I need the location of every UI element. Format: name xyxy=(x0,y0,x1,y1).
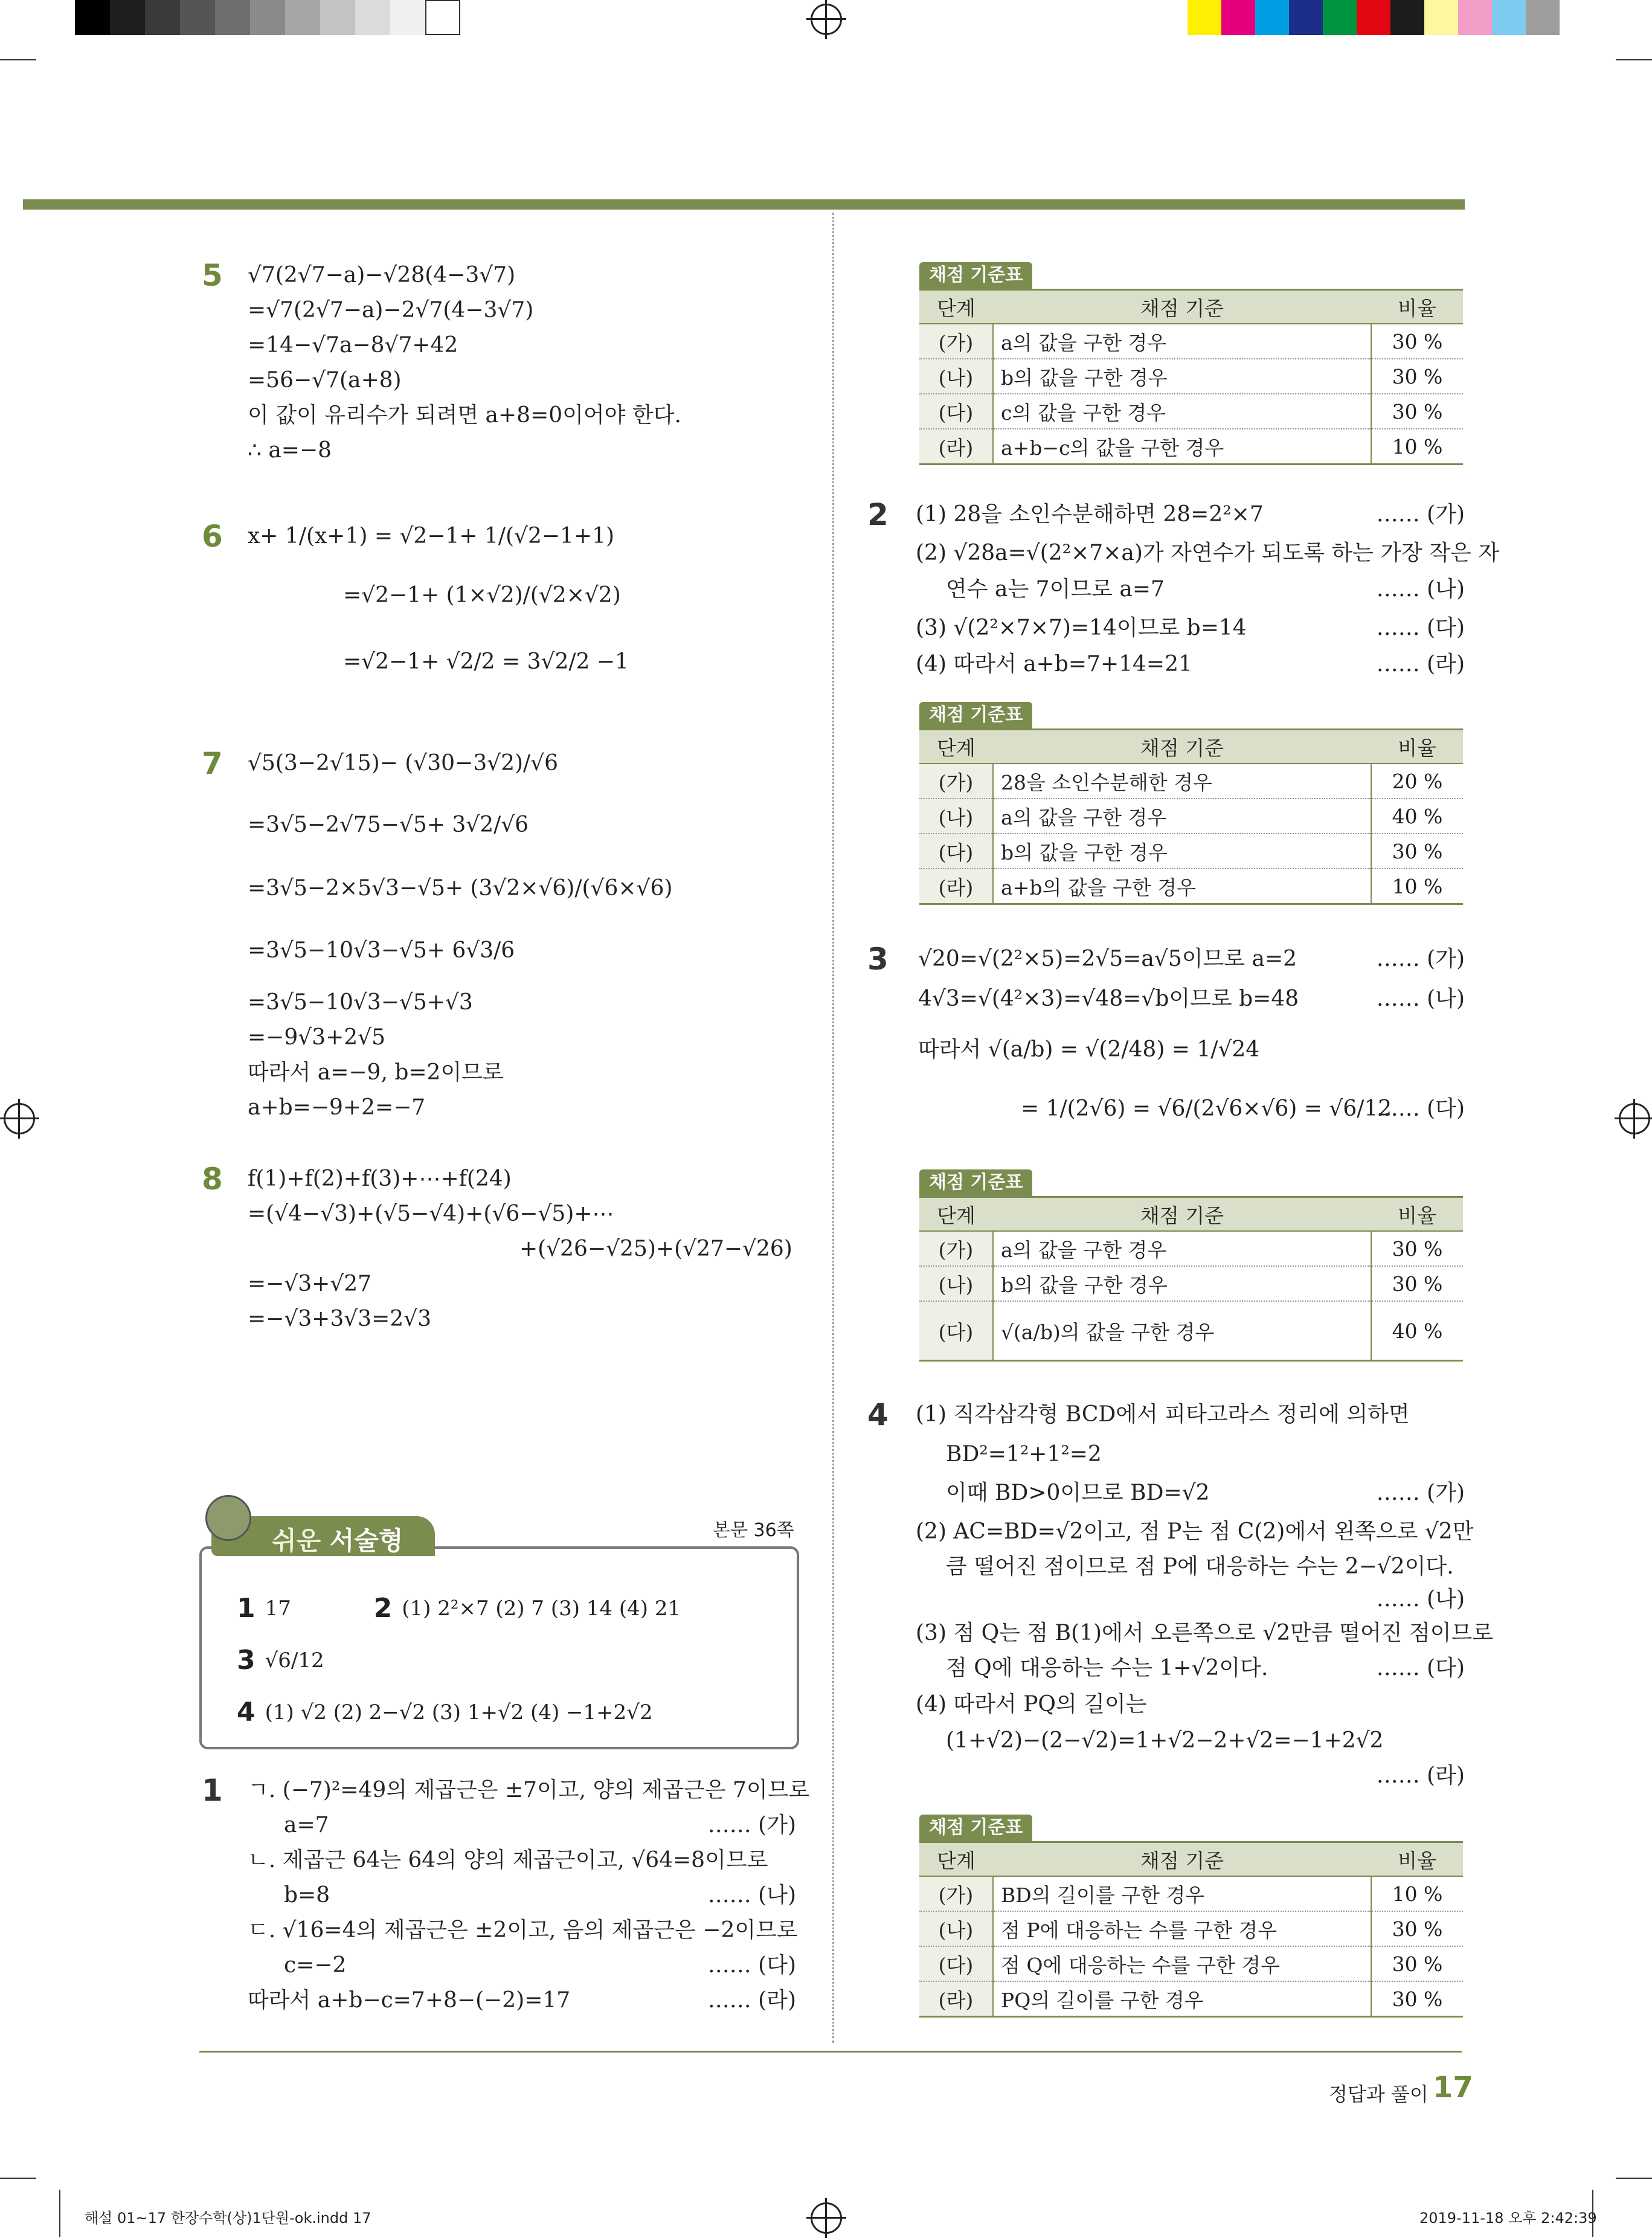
table-cell: 30 % xyxy=(1371,1231,1463,1266)
color-swatch xyxy=(1492,0,1526,35)
rubric-table xyxy=(919,289,1463,465)
table-row xyxy=(919,1231,1463,1266)
grey-swatch xyxy=(250,0,285,35)
grey-swatch xyxy=(320,0,355,35)
table-cell: √(a/b)의 값을 구한 경우 xyxy=(993,1301,1371,1361)
question-number: 2 xyxy=(867,497,889,532)
step-marker: …… (다) xyxy=(707,1953,796,1978)
crop-mark xyxy=(0,2178,36,2179)
color-swatch xyxy=(1526,0,1560,35)
rubric-label: 채점 기준표 xyxy=(919,702,1032,728)
table-cell: b의 값을 구한 경우 xyxy=(993,1266,1371,1301)
table-header: 비율 xyxy=(1371,1842,1463,1877)
registration-mark-icon xyxy=(4,1103,35,1134)
grey-swatch xyxy=(285,0,320,35)
table-cell: 30 % xyxy=(1371,1981,1463,2017)
table-cell: (다) xyxy=(919,1301,993,1361)
table-cell: 30 % xyxy=(1371,834,1463,869)
table-cell: 28을 소인수분해한 경우 xyxy=(993,764,1371,799)
table-row xyxy=(919,429,1463,465)
question-number: 6 xyxy=(202,519,223,554)
step-marker: …… (다) xyxy=(1376,1096,1465,1121)
grey-swatch xyxy=(355,0,390,35)
solution-line: x+ 1/(x+1) = √2−1+ 1/(√2−1+1) xyxy=(248,524,615,548)
rubric-label: 채점 기준표 xyxy=(919,262,1032,289)
color-swatch xyxy=(1221,0,1255,35)
step-marker: …… (가) xyxy=(707,1813,796,1838)
table-cell: a의 값을 구한 경우 xyxy=(993,1231,1371,1266)
summary-answer-4: (1) √2 (2) 2−√2 (3) 1+√2 (4) −1+2√2 xyxy=(265,1700,653,1725)
table-cell: (라) xyxy=(919,869,993,904)
table-cell: b의 값을 구한 경우 xyxy=(993,359,1371,394)
footer-rule xyxy=(199,2051,1462,2053)
question-number: 5 xyxy=(202,258,223,293)
step-marker: …… (라) xyxy=(1376,1763,1465,1788)
grey-swatch xyxy=(425,0,460,35)
solution-line: =3√5−2×5√3−√5+ (3√2×√6)/(√6×√6) xyxy=(248,876,673,901)
table-header: 비율 xyxy=(1371,1197,1463,1232)
solution-line: (4) 따라서 PQ의 길이는 xyxy=(916,1692,1147,1717)
solution-line: +(√26−√25)+(√27−√26) xyxy=(519,1236,792,1261)
rubric-label: 채점 기준표 xyxy=(919,1169,1032,1196)
crop-mark xyxy=(59,2190,60,2237)
grey-swatch xyxy=(145,0,180,35)
table-cell: (라) xyxy=(919,429,993,465)
table-row xyxy=(919,1981,1463,2017)
rubric-label: 채점 기준표 xyxy=(919,1815,1032,1841)
table-cell: a의 값을 구한 경우 xyxy=(993,324,1371,359)
table-header: 단계 xyxy=(919,1197,993,1232)
table-row xyxy=(919,764,1463,799)
table-cell: BD의 길이를 구한 경우 xyxy=(993,1876,1371,1911)
table-cell: (다) xyxy=(919,834,993,869)
table-cell: 30 % xyxy=(1371,324,1463,359)
grey-swatch xyxy=(215,0,250,35)
color-swatch xyxy=(1323,0,1357,35)
table-cell: (나) xyxy=(919,359,993,394)
step-marker: …… (라) xyxy=(1376,652,1465,677)
solution-line: BD²=1²+1²=2 xyxy=(946,1442,1102,1467)
table-cell: PQ의 길이를 구한 경우 xyxy=(993,1981,1371,2017)
table-cell: (다) xyxy=(919,394,993,429)
table-cell: (나) xyxy=(919,1911,993,1946)
solution-line: 따라서 a+b−c=7+8−(−2)=17 xyxy=(248,1988,571,2013)
color-swatch xyxy=(1188,0,1221,35)
table-row xyxy=(919,834,1463,869)
table-cell: (가) xyxy=(919,324,993,359)
table-cell: b의 값을 구한 경우 xyxy=(993,834,1371,869)
table-cell: (가) xyxy=(919,1231,993,1266)
table-row xyxy=(919,1946,1463,1981)
crop-mark xyxy=(0,59,36,60)
solution-line: =(√4−√3)+(√5−√4)+(√6−√5)+⋯ xyxy=(248,1201,614,1226)
table-header: 채점 기준 xyxy=(993,290,1371,324)
solution-line: (3) 점 Q는 점 B(1)에서 오른쪽으로 √2만큼 떨어진 점이므로 xyxy=(916,1621,1494,1645)
header-rule xyxy=(23,199,1465,210)
solution-line: 큼 떨어진 점이므로 점 P에 대응하는 수는 2−√2이다. xyxy=(946,1554,1454,1579)
solution-line: a=7 xyxy=(284,1813,329,1838)
table-header: 채점 기준 xyxy=(993,730,1371,764)
table-row xyxy=(919,1301,1463,1361)
solution-line: 점 Q에 대응하는 수는 1+√2이다. xyxy=(946,1656,1268,1680)
table-header: 채점 기준 xyxy=(993,1842,1371,1877)
table-cell: (라) xyxy=(919,1981,993,2017)
solution-line: (4) 따라서 a+b=7+14=21 xyxy=(916,652,1192,677)
table-cell: 30 % xyxy=(1371,394,1463,429)
solution-line: √5(3−2√15)− (√30−3√2)/√6 xyxy=(248,751,558,776)
step-marker: …… (다) xyxy=(1376,616,1465,640)
solution-line: =14−√7a−8√7+42 xyxy=(248,333,458,358)
timestamp: 2019-11-18 오후 2:42:39 xyxy=(1419,2210,1597,2227)
step-marker: …… (가) xyxy=(1376,1481,1465,1505)
solution-line: √7(2√7−a)−√28(4−3√7) xyxy=(248,263,516,288)
color-swatch xyxy=(1458,0,1492,35)
solution-line: f(1)+f(2)+f(3)+⋯+f(24) xyxy=(248,1166,512,1191)
table-cell: 30 % xyxy=(1371,1266,1463,1301)
grey-swatch xyxy=(180,0,215,35)
solution-line: (2) AC=BD=√2이고, 점 P는 점 C(2)에서 왼쪽으로 √2만 xyxy=(916,1519,1474,1544)
table-row xyxy=(919,869,1463,904)
step-marker: …… (가) xyxy=(1376,502,1465,527)
table-header: 단계 xyxy=(919,730,993,764)
solution-line: (2) √28a=√(2²×7×a)가 자연수가 되도록 하는 가장 작은 자 xyxy=(916,541,1500,565)
question-number: 7 xyxy=(202,746,223,781)
solution-line: ∴ a=−8 xyxy=(248,438,332,463)
table-header: 단계 xyxy=(919,1842,993,1877)
solution-line: a+b=−9+2=−7 xyxy=(248,1095,426,1120)
solution-line: 연수 a는 7이므로 a=7 xyxy=(946,577,1165,602)
solution-line: 이 값이 유리수가 되려면 a+8=0이어야 한다. xyxy=(248,403,681,428)
solution-line: (1+√2)−(2−√2)=1+√2−2+√2=−1+2√2 xyxy=(946,1728,1384,1753)
table-cell: 30 % xyxy=(1371,359,1463,394)
rubric-table xyxy=(919,728,1463,905)
registration-mark-icon xyxy=(811,4,842,35)
solution-line: ㄴ. 제곱근 64는 64의 양의 제곱근이고, √64=8이므로 xyxy=(248,1848,768,1873)
table-cell: 10 % xyxy=(1371,1876,1463,1911)
summary-title-b: 서술형 xyxy=(329,1526,403,1555)
table-row xyxy=(919,1876,1463,1911)
summary-answer-3: √6/12 xyxy=(265,1648,324,1673)
registration-mark-icon xyxy=(811,2202,842,2234)
summary-answers xyxy=(237,1583,681,1738)
table-cell: 30 % xyxy=(1371,1946,1463,1981)
table-cell: (나) xyxy=(919,1266,993,1301)
table-row xyxy=(919,1911,1463,1946)
table-row xyxy=(919,324,1463,359)
solution-line: =3√5−10√3−√5+ 6√3/6 xyxy=(248,938,515,963)
solution-line: 따라서 a=−9, b=2이므로 xyxy=(248,1060,504,1085)
summary-answer-4-num: 4 xyxy=(237,1697,256,1728)
solution-line: =3√5−2√75−√5+ 3√2/√6 xyxy=(248,812,529,837)
step-marker: …… (나) xyxy=(1376,1587,1465,1612)
color-swatch xyxy=(1357,0,1390,35)
step-marker: …… (나) xyxy=(707,1883,796,1908)
question-number: 4 xyxy=(867,1397,889,1432)
table-cell: 20 % xyxy=(1371,764,1463,799)
solution-line: =−√3+√27 xyxy=(248,1272,372,1296)
step-marker: …… (다) xyxy=(1376,1656,1465,1680)
table-cell: (가) xyxy=(919,764,993,799)
color-swatch xyxy=(1390,0,1424,35)
summary-answer-2-num: 2 xyxy=(373,1593,393,1624)
footer-section: 정답과 풀이 xyxy=(1329,2083,1429,2106)
grey-swatch xyxy=(75,0,110,35)
table-cell: 10 % xyxy=(1371,429,1463,465)
table-row xyxy=(919,394,1463,429)
table-cell: (나) xyxy=(919,799,993,834)
table-cell: 40 % xyxy=(1371,1301,1463,1361)
table-cell: 30 % xyxy=(1371,1911,1463,1946)
color-swatch xyxy=(1289,0,1323,35)
solution-line: =3√5−10√3−√5+√3 xyxy=(248,990,473,1015)
table-cell: (가) xyxy=(919,1876,993,1911)
table-cell: a의 값을 구한 경우 xyxy=(993,799,1371,834)
grey-swatch xyxy=(110,0,145,35)
solution-line: b=8 xyxy=(284,1883,330,1908)
table-row xyxy=(919,799,1463,834)
solution-line: c=−2 xyxy=(284,1953,347,1978)
solution-line: √20=√(2²×5)=2√5=a√5이므로 a=2 xyxy=(918,947,1297,971)
solution-line: (1) 직각삼각형 BCD에서 피타고라스 정리에 의하면 xyxy=(916,1402,1410,1427)
summary-title xyxy=(272,1521,403,1557)
table-cell: 40 % xyxy=(1371,799,1463,834)
solution-line: =−√3+3√3=2√3 xyxy=(248,1307,431,1331)
question-number: 1 xyxy=(202,1773,223,1808)
solution-line: =√7(2√7−a)−2√7(4−3√7) xyxy=(248,298,534,323)
table-header: 비율 xyxy=(1371,290,1463,324)
solution-line: ㄱ. (−7)²=49의 제곱근은 ±7이고, 양의 제곱근은 7이므로 xyxy=(248,1778,810,1802)
solution-line: =−9√3+2√5 xyxy=(248,1025,385,1050)
rubric-table xyxy=(919,1841,1463,2018)
solution-line: =56−√7(a+8) xyxy=(248,368,402,393)
solution-line: ㄷ. √16=4의 제곱근은 ±2이고, 음의 제곱근은 −2이므로 xyxy=(248,1918,798,1943)
color-swatch xyxy=(1424,0,1458,35)
file-info: 해설 01~17 한장수학(상)1단원-ok.indd 17 xyxy=(85,2210,371,2227)
table-row xyxy=(919,1266,1463,1301)
grey-swatch xyxy=(390,0,425,35)
step-marker: …… (가) xyxy=(1376,947,1465,971)
summary-answer-2: (1) 2²×7 (2) 7 (3) 14 (4) 21 xyxy=(402,1597,681,1621)
solution-line: = 1/(2√6) = √6/(2√6×√6) = √6/12 xyxy=(1021,1096,1392,1121)
table-header: 단계 xyxy=(919,290,993,324)
solution-line: 이때 BD>0이므로 BD=√2 xyxy=(946,1481,1210,1505)
column-divider xyxy=(832,213,834,2043)
table-row xyxy=(919,359,1463,394)
summary-answer-3-num: 3 xyxy=(237,1645,256,1676)
solution-line: (1) 28을 소인수분해하면 28=2²×7 xyxy=(916,502,1264,527)
solution-line: 따라서 √(a/b) = √(2/48) = 1/√24 xyxy=(918,1037,1260,1062)
solution-line: =√2−1+ (1×√2)/(√2×√2) xyxy=(343,583,621,608)
table-cell: 점 P에 대응하는 수를 구한 경우 xyxy=(993,1911,1371,1946)
step-marker: …… (라) xyxy=(707,1988,796,2013)
table-cell: 10 % xyxy=(1371,869,1463,904)
registration-mark-icon xyxy=(1619,1103,1650,1134)
page-number: 17 xyxy=(1433,2071,1473,2105)
solution-line: =√2−1+ √2/2 = 3√2/2 −1 xyxy=(343,649,629,674)
step-marker: …… (나) xyxy=(1376,577,1465,602)
question-number: 3 xyxy=(867,942,889,977)
solution-line: (3) √(2²×7×7)=14이므로 b=14 xyxy=(916,616,1247,640)
table-cell: a+b의 값을 구한 경우 xyxy=(993,869,1371,904)
table-cell: a+b−c의 값을 구한 경우 xyxy=(993,429,1371,465)
summary-answer-1-num: 1 xyxy=(237,1593,256,1624)
solution-line: 4√3=√(4²×3)=√48=√b이므로 b=48 xyxy=(918,986,1299,1011)
mascot-icon xyxy=(205,1495,251,1541)
summary-title-a: 쉬운 xyxy=(272,1526,321,1555)
summary-ref: 본문 36쪽 xyxy=(713,1520,794,1541)
table-header: 채점 기준 xyxy=(993,1197,1371,1232)
table-header: 비율 xyxy=(1371,730,1463,764)
crop-mark xyxy=(1616,2178,1652,2179)
table-cell: 점 Q에 대응하는 수를 구한 경우 xyxy=(993,1946,1371,1981)
question-number: 8 xyxy=(202,1162,223,1197)
color-swatch xyxy=(1255,0,1289,35)
summary-answer-1: 17 xyxy=(265,1597,291,1621)
table-cell: c의 값을 구한 경우 xyxy=(993,394,1371,429)
crop-mark xyxy=(1616,59,1652,60)
table-cell: (다) xyxy=(919,1946,993,1981)
step-marker: …… (나) xyxy=(1376,986,1465,1011)
rubric-table xyxy=(919,1196,1463,1362)
